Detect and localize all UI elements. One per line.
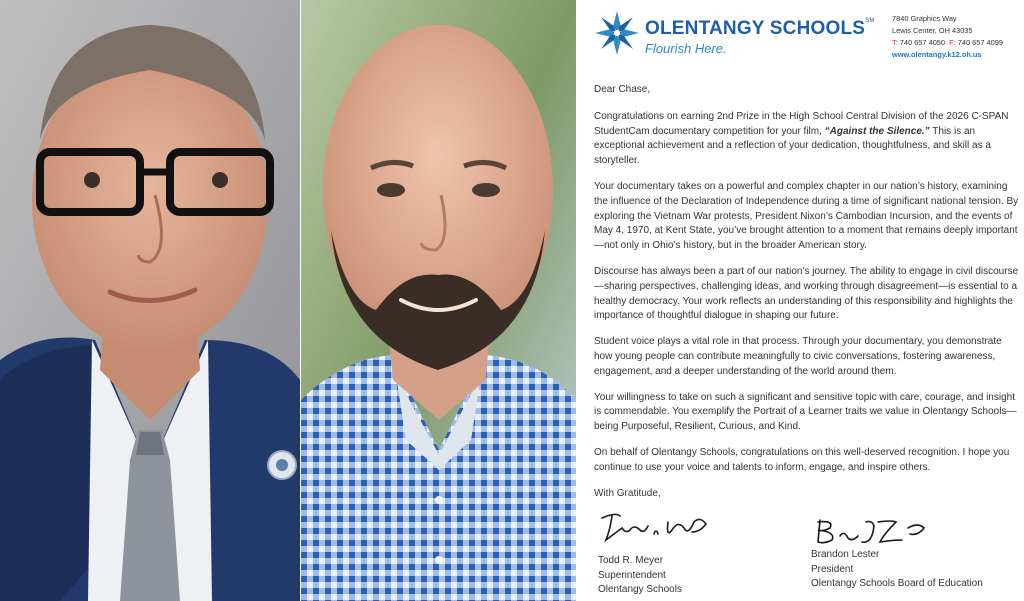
address-line2: Lewis Center, OH 43035 — [892, 26, 973, 35]
congratulations-letter — [576, 0, 1024, 601]
letterhead-address — [892, 13, 1003, 61]
phone-fax-line: T: 740 657 4050 F: 740 657 4099 — [892, 38, 1003, 47]
olentangy-logo — [594, 10, 875, 60]
org-tagline: Flourish Here. — [645, 41, 727, 56]
signer-name: Brandon Lester — [811, 549, 880, 560]
paragraph-3: Discourse has always been a part of our nation’s journey. The ability to engage in civil discourse—sharing perspectives, challenging ideas, and working through disagreement—is essential to a healthy democracy. Your work reflects an understanding of this responsibility and highlights the importance of thoughtful dialogue in shaping our future. — [594, 265, 1019, 322]
signature-todd-meyer — [596, 510, 716, 546]
salutation: Dear Chase, — [594, 84, 651, 95]
signature-brandon-lester — [812, 514, 932, 548]
signer-org: Olentangy Schools — [598, 584, 682, 595]
signer-block-board-president — [811, 548, 983, 592]
portrait-photo-left — [0, 0, 300, 601]
address-line1: 7840 Graphics Way — [892, 14, 957, 23]
paragraph-2: Your documentary takes on a powerful and complex chapter in our nation’s history, examining the influence of the Declaration of Independence during a time of significant national tension. By exploring the Vietnam War protests, President Nixon’s Cambodian Incursion, and the events of May 4, 1970, at Kent State, you’ve brought attention to a moment that remains deeply important—not only in Ohio’s history, but in the broader American story. — [594, 180, 1019, 252]
paragraph-5: Your willingness to take on such a significant and sensitive topic with care, courage, and insight is commendable. You exemplify the Portrait of a Learner traits we value in Olentangy Schools—being Purposeful, Resilient, Curious, and Kind. — [594, 391, 1017, 433]
signer-name: Todd R. Meyer — [598, 555, 664, 566]
letter-body — [594, 83, 1020, 512]
portrait-photo-right — [301, 0, 576, 601]
org-name: OLENTANGY SCHOOLS℠ — [645, 18, 875, 39]
website-link[interactable]: www.olentangy.k12.oh.us — [892, 50, 982, 59]
signer-title: Superintendent — [598, 569, 666, 581]
signer-org: Olentangy Schools Board of Education — [811, 578, 983, 589]
paragraph-6: On behalf of Olentangy Schools, congratulations on this well-deserved recognition. I hope you continue to use your voice and talents to inform, engage, and inspire others. — [594, 446, 1010, 473]
starburst-logo-icon — [594, 10, 640, 56]
signer-title: President — [811, 563, 854, 575]
paragraph-1: Congratulations on earning 2nd Prize in the High School Central Division of the 2026 C-SPAN StudentCam documentary competition for your film, “Against the Silence.” This is an exceptional achievement and a reflection of your dedication, thoughtfulness, and skill as a storyteller. — [594, 110, 1009, 167]
signer-block-superintendent — [598, 554, 682, 598]
paragraph-4: Student voice plays a vital role in that process. Through your documentary, you demonstrate how young people can contribute meaningfully to civic conversations, fostering awareness, engagement, and a deeper understanding of the world around them. — [594, 336, 1002, 377]
closing: With Gratitude, — [594, 487, 661, 499]
